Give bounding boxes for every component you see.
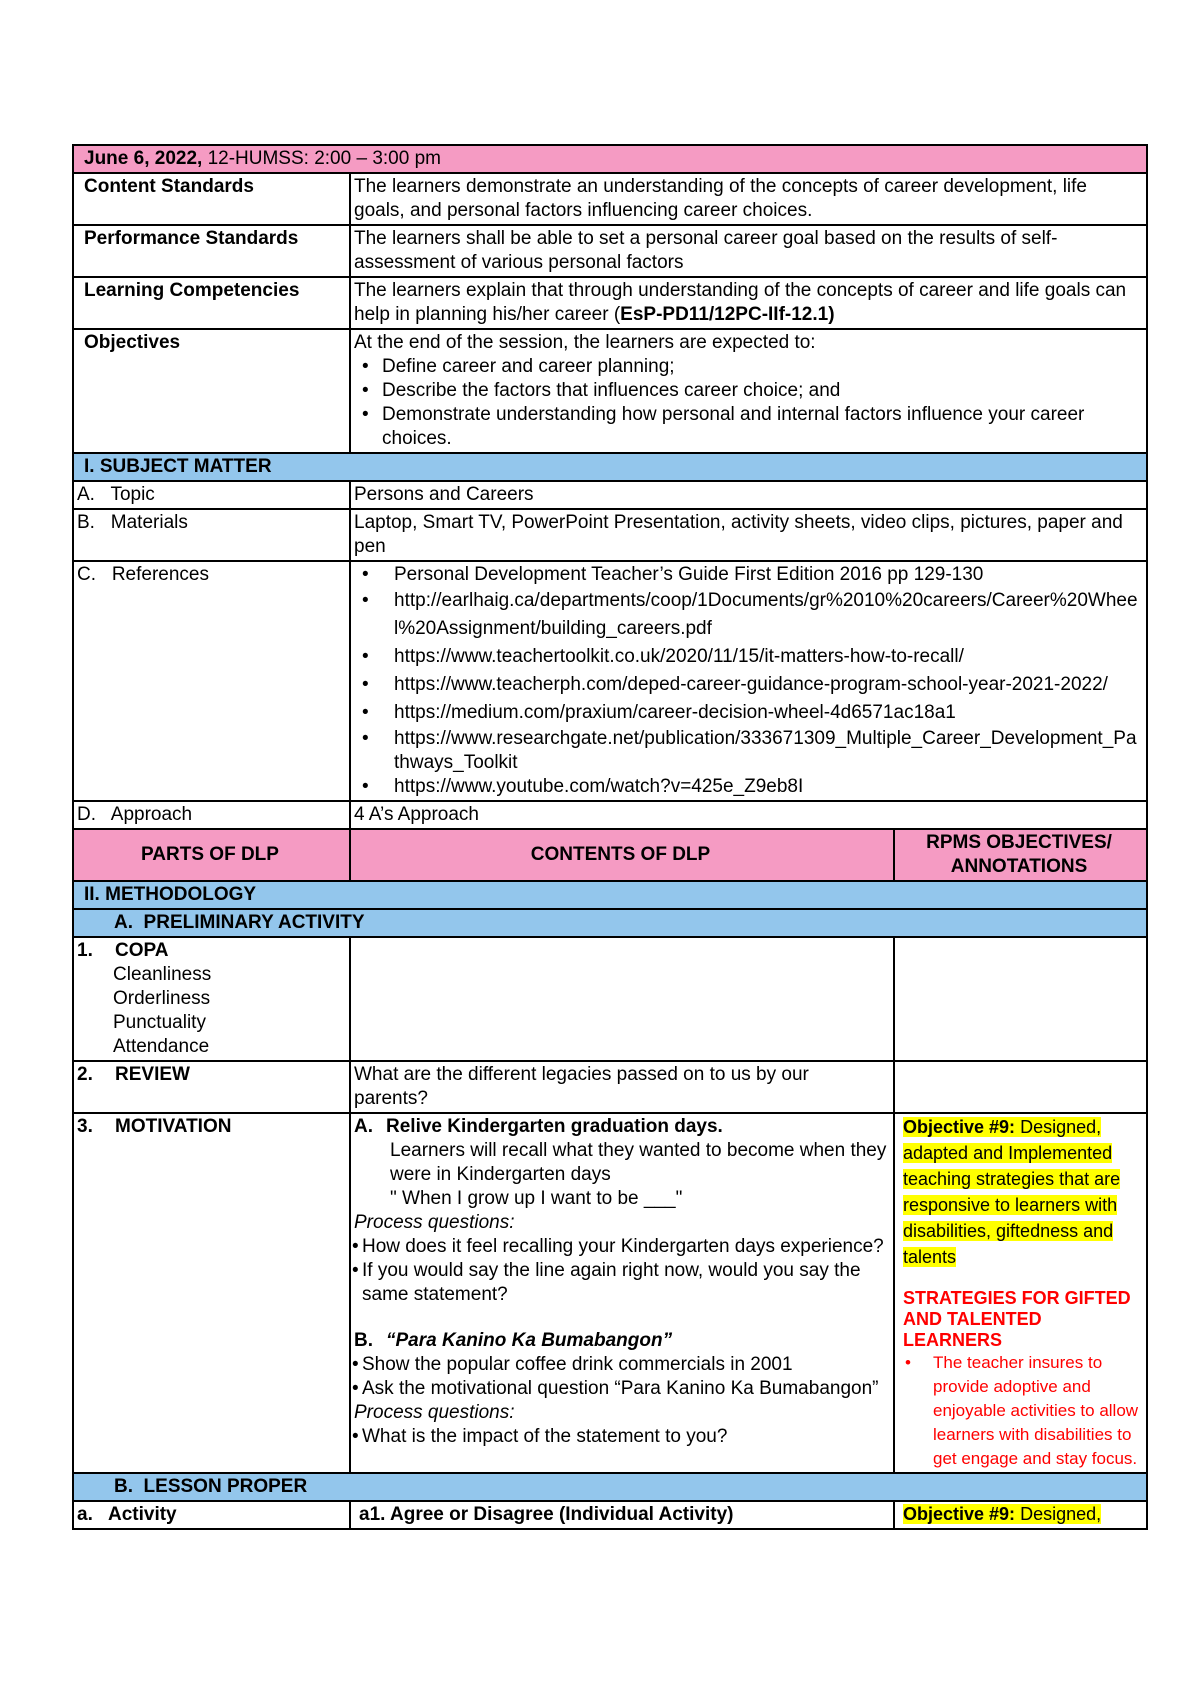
reference-item: • Personal Development Teacher’s Guide First Edition 2016 pp 129-130: [354, 563, 1140, 587]
list-item: Attendance: [113, 1036, 210, 1057]
activity-a-letter: A.: [354, 1116, 373, 1137]
motivation-cell: [73, 1113, 350, 1473]
review-text: What are the different legacies passed on to us by our parents?: [350, 1061, 894, 1113]
references-list: [354, 563, 1140, 799]
competency-code: EsP-PD11/12PC-IIf-12.1): [620, 304, 835, 325]
learning-competencies-row: [73, 277, 1147, 329]
objective-label: Objective #9:: [903, 1117, 1016, 1137]
methodology-title: II. METHODOLOGY: [73, 881, 1147, 909]
strategies-title: STRATEGIES FOR GIFTED AND TALENTED LEARNERS: [903, 1288, 1131, 1350]
motivation-content: [350, 1113, 894, 1473]
rpms-header: RPMS OBJECTIVES/ ANNOTATIONS: [894, 829, 1147, 881]
list-item: How does it feel recalling your Kindergarten days experience?: [362, 1236, 884, 1257]
list-item: Show the popular coffee drink commercials in 2001: [362, 1354, 793, 1375]
list-item: Cleanliness: [113, 964, 212, 985]
review-annotation: [894, 1061, 1147, 1113]
list-item: If you would say the line again right now, would you say the same statement?: [362, 1260, 861, 1305]
process-questions-a: [354, 1235, 887, 1307]
motivation-row: [73, 1113, 1147, 1473]
references-label: C. References: [73, 561, 350, 801]
performance-standards-row: [73, 225, 1147, 277]
objectives-label: Objectives: [73, 329, 350, 453]
performance-standards-label: Performance Standards: [73, 225, 350, 277]
activity-annotation: [894, 1501, 1147, 1529]
copa-cell: [73, 937, 350, 1061]
content-standards-label: Content Standards: [73, 173, 350, 225]
list-item: • The teacher insures to provide adoptive and enjoyable activities to allow learners with disabilities to get engage and stay focus.: [897, 1351, 1140, 1471]
objectives-cell: [350, 329, 1147, 453]
lesson-proper-row: [73, 1473, 1147, 1501]
lesson-plan-document: [72, 144, 1146, 1530]
copa-row: [73, 937, 1147, 1061]
methodology-row: [73, 881, 1147, 909]
objectives-list: [354, 355, 1140, 451]
review-row: [73, 1061, 1147, 1113]
process-questions-label: Process questions:: [354, 1212, 515, 1233]
date-row: [73, 145, 1147, 173]
activity-a-quote: " When I grow up I want to be ___": [390, 1188, 683, 1209]
parts-of-dlp-header: PARTS OF DLP: [73, 829, 350, 881]
learning-competencies-cell: [350, 277, 1147, 329]
list-item: Orderliness: [113, 988, 211, 1009]
dlp-table: [72, 144, 1148, 1530]
topic-label: A. Topic: [73, 481, 350, 509]
objective-text: Designed,: [1015, 1504, 1102, 1524]
review-number: 2.: [77, 1064, 93, 1085]
objectives-intro: At the end of the session, the learners are expected to:: [354, 332, 816, 353]
performance-standards-text: The learners shall be able to set a personal career goal based on the results of self-assessment of various personal factors: [350, 225, 1147, 277]
contents-of-dlp-header: CONTENTS OF DLP: [350, 829, 894, 881]
lesson-proper-title: B. LESSON PROPER: [73, 1473, 1147, 1501]
copa-content: [350, 937, 894, 1061]
list-item: Punctuality: [113, 1012, 206, 1033]
materials-label: B. Materials: [73, 509, 350, 561]
objective-text: Designed, adapted and Implemented teaching strategies that are responsive to learners with disabilities, giftedness and talents: [903, 1117, 1121, 1267]
objective-label: Objective #9:: [903, 1504, 1016, 1524]
content-standards-row: [73, 173, 1147, 225]
list-item: • Demonstrate understanding how personal and internal factors influence your career choices.: [354, 403, 1140, 451]
subject-matter-title: I. SUBJECT MATTER: [73, 453, 1147, 481]
preliminary-title: A. PRELIMINARY ACTIVITY: [73, 909, 1147, 937]
activity-text: a1. Agree or Disagree (Individual Activity): [350, 1501, 894, 1529]
copa-annotation: [894, 937, 1147, 1061]
copa-number: 1.: [77, 940, 93, 961]
references-row: [73, 561, 1147, 801]
activity-b-title: “Para Kanino Ka Bumabangon”: [386, 1330, 673, 1351]
subject-matter-header-row: [73, 453, 1147, 481]
activity-a-title: Relive Kindergarten graduation days.: [386, 1116, 723, 1137]
activity-row: [73, 1501, 1147, 1529]
topic-row: [73, 481, 1147, 509]
learning-competencies-text: The learners explain that through understanding of the concepts of career and life goals can help in planning his/her career (: [354, 280, 1127, 325]
approach-label: D. Approach: [73, 801, 350, 829]
list-item: What is the impact of the statement to you?: [362, 1426, 728, 1447]
motivation-annotation: [894, 1113, 1147, 1473]
list-item: • Describe the factors that influences career choice; and: [354, 379, 1140, 403]
reference-link[interactable]: • https://medium.com/praxium/career-decision-wheel-4d6571ac18a1: [354, 699, 1140, 727]
activity-a-description: Learners will recall what they wanted to become when they were in Kindergarten days: [390, 1140, 887, 1185]
process-questions-label: Process questions:: [354, 1402, 515, 1423]
approach-row: [73, 801, 1147, 829]
reference-link[interactable]: • http://earlhaig.ca/departments/coop/1Documents/gr%2010%20careers/Career%20Wheel%20Assignment/building_careers.pdf: [354, 587, 1140, 643]
process-questions-b: [354, 1425, 887, 1449]
activity-b-list: [354, 1353, 887, 1401]
content-standards-text: The learners demonstrate an understanding of the concepts of career development, life goals, and personal factors influencing career choices.: [350, 173, 1147, 225]
motivation-label: MOTIVATION: [115, 1116, 232, 1137]
preliminary-row: [73, 909, 1147, 937]
class-time: 12-HUMSS: 2:00 – 3:00 pm: [202, 148, 441, 169]
list-item: • Define career and career planning;: [354, 355, 1140, 379]
review-label: REVIEW: [115, 1064, 190, 1085]
materials-row: [73, 509, 1147, 561]
topic-value: Persons and Careers: [350, 481, 1147, 509]
strategies-list: [897, 1351, 1140, 1471]
approach-value: 4 A’s Approach: [350, 801, 1147, 829]
reference-link[interactable]: • https://www.teacherph.com/deped-career-guidance-program-school-year-2021-2022/: [354, 671, 1140, 699]
reference-link[interactable]: • https://www.researchgate.net/publication/333671309_Multiple_Career_Development_Pathways_Toolkit: [354, 727, 1140, 775]
activity-b-letter: B.: [354, 1330, 373, 1351]
objectives-row: [73, 329, 1147, 453]
learning-competencies-label: Learning Competencies: [73, 277, 350, 329]
copa-label: COPA: [115, 940, 169, 961]
dlp-header-row: [73, 829, 1147, 881]
reference-link[interactable]: • https://www.youtube.com/watch?v=425e_Z9eb8I: [354, 775, 1140, 799]
activity-label: a. Activity: [73, 1501, 350, 1529]
review-cell: [73, 1061, 350, 1113]
motivation-number: 3.: [77, 1116, 93, 1137]
references-cell: [350, 561, 1147, 801]
reference-link[interactable]: • https://www.teachertoolkit.co.uk/2020/11/15/it-matters-how-to-recall/: [354, 643, 1140, 671]
list-item: Ask the motivational question “Para Kanino Ka Bumabangon”: [362, 1378, 879, 1399]
materials-value: Laptop, Smart TV, PowerPoint Presentation, activity sheets, video clips, pictures, paper and pen: [350, 509, 1147, 561]
session-date: June 6, 2022,: [84, 148, 203, 169]
